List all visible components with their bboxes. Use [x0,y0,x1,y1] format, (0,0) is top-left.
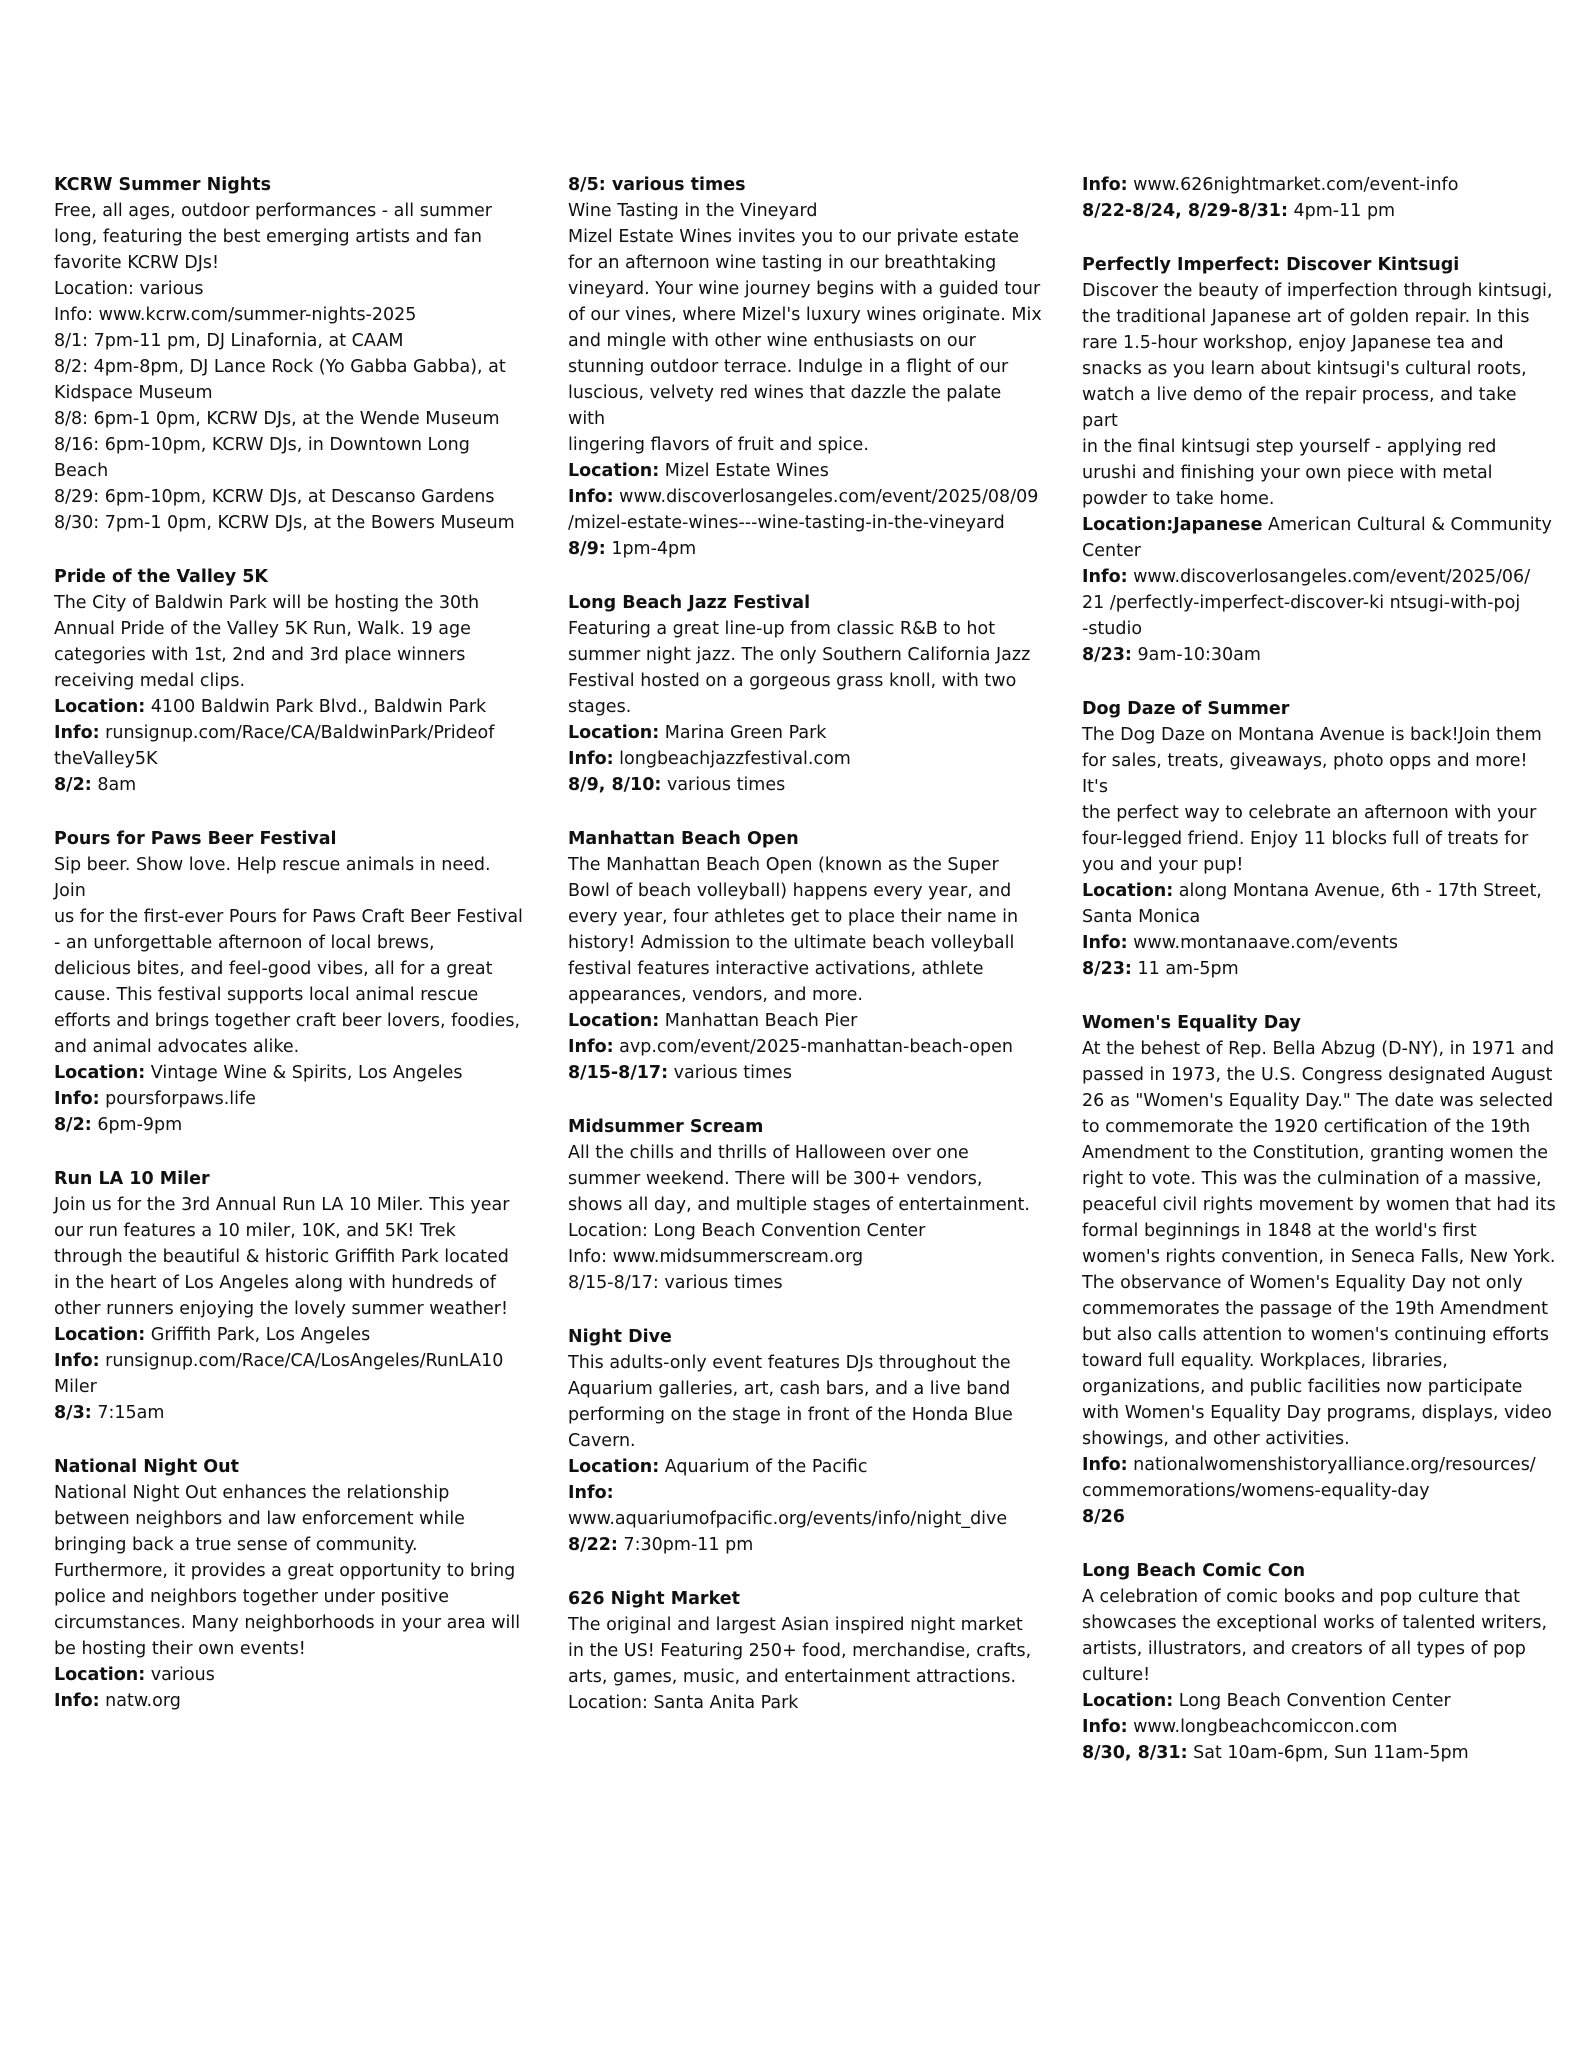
event-detail-line [568,1060,1042,1086]
detail-label: 8/22: [568,1535,618,1555]
detail-value: 8/2: 4pm-8pm, DJ Lance Rock (Yo Gabba Gabba), at Kidspace Museum [54,357,506,403]
detail-value: 4pm-11 pm [1287,201,1396,221]
event-detail-line [568,1454,1042,1480]
detail-value: American Cultural & Community Center [1082,515,1552,561]
event-detail-line [54,406,524,432]
event-description: Wine Tasting in the Vineyard Mizel Estate Wines invites you to our private estate for an afternoon wine tasting in our breathtaking vineyard. Your wine journey begins with a guided tour of our vines, where Mizel's luxury wines originate. Mix and mingle with other wine enthusiasts on our stunning outdoor terrace. Indulge in a flight of our luscious, velvety red wines that dazzle the palate with lingering flavors of fruit and spice. [568,201,1042,455]
detail-label: 8/9: [568,539,606,559]
detail-value: Long Beach Convention Center [1173,1691,1451,1711]
detail-value: 8/15-8/17: various times [568,1273,783,1293]
detail-label: 8/2: [54,775,92,795]
detail-label: 8/23: [1082,959,1132,979]
detail-value: along Montana Avenue, 6th - 17th Street, Santa Monica [1082,881,1542,927]
detail-label: Location: [568,723,660,743]
event-title: Long Beach Comic Con [1082,1561,1306,1581]
event-detail-line [568,772,1042,798]
detail-value: 4100 Baldwin Park Blvd., Baldwin Park [145,697,487,717]
detail-value: Location: various [54,279,204,299]
detail-value: 1pm-4pm [605,539,697,559]
event-title: National Night Out [54,1457,239,1477]
event-detail-line [1082,956,1556,982]
column-3 [1082,172,1556,1794]
detail-label: Location: [54,1665,146,1685]
event-detail-line [54,1662,524,1688]
detail-value: Sat 10am-6pm, Sun 11am-5pm [1187,1743,1469,1763]
event-title: 8/5: various times [568,175,746,195]
event-detail-line [568,746,1042,772]
event-block [1082,1010,1556,1530]
event-description: This adults-only event features DJs throughout the Aquarium galleries, art, cash bars, and a live band performing on the stage in front of the Honda Blue Cavern. [568,1353,1013,1451]
event-detail-line [568,1690,1042,1716]
event-title: Run LA 10 Miler [54,1169,210,1189]
event-detail-line [1082,172,1556,198]
detail-label: Info: [54,723,100,743]
event-description: A celebration of comic books and pop culture that showcases the exceptional works of talented writers, artists, illustrators, and creators of all types of pop culture! [1082,1587,1548,1685]
event-description: The Manhattan Beach Open (known as the Super Bowl of beach volleyball) happens every year, and every year, four athletes get to place their name in history! Admission to the ultimate beach volleyball festival features interactive activations, athlete appearances, vendors, and more. [568,855,1019,1005]
detail-value: poursforpaws.life [99,1089,256,1109]
event-description: All the chills and thrills of Halloween over one summer weekend. There will be 300+ vendors, shows all day, and multiple stages of entertainment. [568,1143,1030,1215]
detail-value: Mizel Estate Wines [659,461,829,481]
event-detail-line [54,1060,524,1086]
event-block [54,1166,524,1426]
event-title: Perfectly Imperfect: Discover Kintsugi [1082,255,1460,275]
event-detail-line [54,1086,524,1112]
event-detail-line [54,432,524,484]
detail-label: 8/26 [1082,1507,1125,1527]
event-block [54,564,524,798]
event-title: Long Beach Jazz Festival [568,593,811,613]
detail-value: 8/8: 6pm-1 0pm, KCRW DJs, at the Wende Museum [54,409,500,429]
event-description: Free, all ages, outdoor performances - all summer long, featuring the best emerging artists and fan favorite KCRW DJs! [54,201,492,273]
event-description: Discover the beauty of imperfection through kintsugi, the traditional Japanese art of golden repair. In this rare 1.5-hour workshop, enjoy Japanese tea and snacks as you learn about kintsugi's cultural roots, watch a live demo of the repair process, and take part in the final kintsugi step yourself - applying red urushi and finishing your own piece with metal powder to take home. [1082,281,1553,509]
detail-value: Marina Green Park [659,723,827,743]
event-detail-line [568,1034,1042,1060]
detail-label: 8/22-8/24, 8/29-8/31: [1082,201,1288,221]
detail-value: Info: www.kcrw.com/summer-nights-2025 [54,305,417,325]
event-detail-line [568,1270,1042,1296]
detail-label: Location: [1082,1691,1174,1711]
event-block [54,826,524,1138]
event-description: Join us for the 3rd Annual Run LA 10 Miler. This year our run features a 10 miler, 10K, and 5K! Trek through the beautiful & historic Griffith Park located in the heart of Los Angeles along with hundreds of other runners enjoying the lovely summer weather! [54,1195,510,1319]
event-detail-line [54,276,524,302]
detail-label: Info: [1082,1717,1128,1737]
detail-label: Info: [54,1351,100,1371]
event-detail-line [1082,878,1556,930]
detail-value: www.discoverlosangeles.com/event/2025/08/09 /mizel-estate-wines---wine-tasting-in-the-vineyard [568,487,1039,533]
event-description: Sip beer. Show love. Help rescue animals in need. Join us for the first-ever Pours for Paws Craft Beer Festival - an unforgettable afternoon of local brews, delicious bites, and feel-good vibes, all for a great cause. This festival supports local animal rescue efforts and brings together craft beer lovers, foodies, and animal advocates alike. [54,855,523,1057]
event-detail-line [568,536,1042,562]
detail-value: Griffith Park, Los Angeles [145,1325,371,1345]
detail-label: Info: [1082,175,1128,195]
detail-value: 8/16: 6pm-10pm, KCRW DJs, in Downtown Long Beach [54,435,470,481]
detail-label: Info: [568,1483,614,1503]
detail-value: 8/30: 7pm-1 0pm, KCRW DJs, at the Bowers Museum [54,513,515,533]
event-description: The City of Baldwin Park will be hosting the 30th Annual Pride of the Valley 5K Run, Walk. 19 age categories with 1st, 2nd and 3rd place winners receiving medal clips. [54,593,480,691]
detail-label: 8/9, 8/10: [568,775,662,795]
detail-value: runsignup.com/Race/CA/LosAngeles/RunLA10 Miler [54,1351,504,1397]
detail-value: Aquarium of the Pacific [659,1457,868,1477]
detail-label: Info: [568,749,614,769]
event-detail-line [54,354,524,406]
detail-value: 8/29: 6pm-10pm, KCRW DJs, at Descanso Gardens [54,487,495,507]
detail-label: Info: [568,487,614,507]
event-block [1082,696,1556,982]
detail-label: Location: [54,1325,146,1345]
event-detail-line [1082,512,1556,564]
column-1 [54,172,524,1742]
event-title: 626 Night Market [568,1589,740,1609]
event-detail-line [1082,930,1556,956]
event-detail-line [1082,1714,1556,1740]
event-detail-line [568,1532,1042,1558]
detail-value: 6pm-9pm [91,1115,183,1135]
event-block [54,172,524,536]
event-detail-line [54,772,524,798]
event-title: Women's Equality Day [1082,1013,1301,1033]
detail-value: www.626nightmarket.com/event-info [1127,175,1459,195]
event-description: The Dog Daze on Montana Avenue is back!Join them for sales, treats, giveaways, photo opps and more! It's the perfect way to celebrate an afternoon with your four-legged friend. Enjoy 11 blocks full of treats for you and your pup! [1082,725,1542,875]
detail-label: Location: [1082,881,1174,901]
event-block [568,172,1042,562]
detail-label: Info: [1082,933,1128,953]
event-detail-line [54,484,524,510]
event-title: Night Dive [568,1327,672,1347]
event-detail-line [568,484,1042,536]
detail-label: 8/30, 8/31: [1082,1743,1188,1763]
detail-value: Info: www.midsummerscream.org [568,1247,864,1267]
detail-label: 8/23: [1082,645,1132,665]
detail-value: Location: Santa Anita Park [568,1693,799,1713]
event-detail-line [1082,642,1556,668]
detail-value: various [145,1665,215,1685]
detail-value: various times [661,775,786,795]
event-detail-line [54,302,524,328]
detail-label: Location: [54,697,146,717]
event-detail-line [1082,1504,1556,1530]
event-detail-line [1082,1740,1556,1766]
detail-label: Info: [1082,1455,1128,1475]
event-detail-line [1082,1688,1556,1714]
event-detail-line [568,720,1042,746]
event-detail-line [54,720,524,772]
event-block [1082,252,1556,668]
detail-value: Location: Long Beach Convention Center [568,1221,926,1241]
event-detail-line [54,1112,524,1138]
event-detail-line [54,510,524,536]
detail-label: Info: [1082,567,1128,587]
detail-label: Location:Japanese [1082,515,1263,535]
event-detail-line [568,1008,1042,1034]
detail-value: www.montanaave.com/events [1127,933,1398,953]
detail-value: natw.org [99,1691,181,1711]
event-title: Midsummer Scream [568,1117,764,1137]
event-description: The original and largest Asian inspired night market in the US! Featuring 250+ food, merchandise, crafts, arts, games, music, and entertainment attractions. [568,1615,1032,1687]
event-title: Pride of the Valley 5K [54,567,268,587]
event-detail-line [1082,564,1556,642]
detail-value: longbeachjazzfestival.com [613,749,851,769]
event-block [1082,1558,1556,1766]
detail-value: 7:30pm-11 pm [617,1535,754,1555]
detail-label: Location: [568,461,660,481]
event-block [1082,172,1556,224]
detail-label: Info: [54,1691,100,1711]
detail-value: Manhattan Beach Pier [659,1011,858,1031]
event-title: Manhattan Beach Open [568,829,799,849]
event-detail-line [1082,1452,1556,1504]
event-title: Pours for Paws Beer Festival [54,829,337,849]
event-detail-line [54,328,524,354]
event-detail-line [54,1688,524,1714]
detail-value: www.discoverlosangeles.com/event/2025/06/ 21 /perfectly-imperfect-discover-ki ntsugi-with-poj -studio [1082,567,1531,639]
detail-label: Location: [568,1011,660,1031]
detail-value: various times [668,1063,792,1083]
event-description: At the behest of Rep. Bella Abzug (D-NY), in 1971 and passed in 1973, the U.S. Congress designated August 26 as "Women's Equality Day." The date was selected to commemorate the 1920 certification of the 19th Amendment to the Constitution, granting women the right to vote. This was the culmination of a massive, peaceful civil rights movement by women that had its formal beginnings in 1848 at the world's first women's rights convention, in Seneca Falls, New York. The observance of Women's Equality Day not only commemorates the passage of the 19th Amendment but also calls attention to women's continuing efforts toward full equality. Workplaces, libraries, organizations, and public facilities now participate with Women's Equality Day programs, displays, video showings, and other activities. [1082,1039,1556,1449]
detail-value: 11 am-5pm [1131,959,1239,979]
detail-value: 9am-10:30am [1131,645,1261,665]
detail-label: Location: [568,1457,660,1477]
detail-value: www.longbeachcomiccon.com [1127,1717,1398,1737]
detail-label: 8/2: [54,1115,92,1135]
event-detail-line [568,1480,1042,1532]
event-block [568,590,1042,798]
event-block [568,826,1042,1086]
detail-label: Info: [54,1089,100,1109]
detail-value: runsignup.com/Race/CA/BaldwinPark/Prideof theValley5K [54,723,495,769]
detail-value: Vintage Wine & Spirits, Los Angeles [145,1063,463,1083]
event-detail-line [54,694,524,720]
event-description: Featuring a great line-up from classic R&B to hot summer night jazz. The only Southern California Jazz Festival hosted on a gorgeous grass knoll, with two stages. [568,619,1031,717]
event-title: KCRW Summer Nights [54,175,272,195]
event-description: National Night Out enhances the relationship between neighbors and law enforcement while bringing back a true sense of community. Furthermore, it provides a great opportunity to bring police and neighbors together under positive circumstances. Many neighborhoods in your area will be hosting their own events! [54,1483,521,1659]
event-detail-line [1082,198,1556,224]
event-detail-line [54,1400,524,1426]
event-detail-line [54,1348,524,1400]
detail-value: nationalwomenshistoryalliance.org/resources/ commemorations/womens-equality-day [1082,1455,1536,1501]
event-block [568,1586,1042,1716]
event-block [568,1324,1042,1558]
detail-label: 8/15-8/17: [568,1063,669,1083]
detail-value: 8/1: 7pm-11 pm, DJ Linafornia, at CAAM [54,331,404,351]
event-block [568,1114,1042,1296]
detail-label: Location: [54,1063,146,1083]
event-detail-line [568,458,1042,484]
event-detail-line [568,1244,1042,1270]
event-title: Dog Daze of Summer [1082,699,1290,719]
detail-label: Info: [568,1037,614,1057]
detail-value: 7:15am [91,1403,165,1423]
detail-value: www.aquariumofpacific.org/events/info/night_dive [568,1509,1008,1529]
detail-value: avp.com/event/2025-manhattan-beach-open [613,1037,1013,1057]
detail-value: 8am [91,775,137,795]
event-block [54,1454,524,1714]
column-2 [568,172,1042,1744]
event-detail-line [54,1322,524,1348]
event-detail-line [568,1218,1042,1244]
detail-label: 8/3: [54,1403,92,1423]
